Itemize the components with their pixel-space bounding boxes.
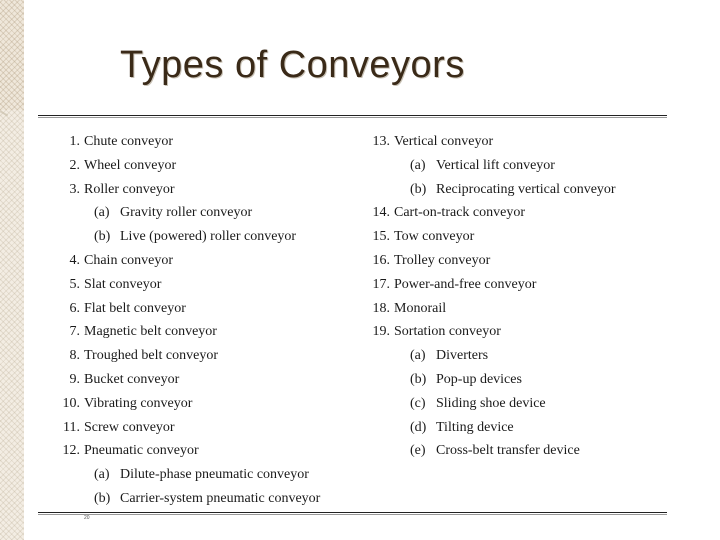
item-text: Tow conveyor (394, 229, 475, 245)
sub-list-item (360, 439, 616, 463)
item-number: 1. (69, 134, 80, 149)
item-text: Cart-on-track conveyor (394, 205, 525, 221)
item-text: Chain conveyor (84, 252, 174, 268)
list-item (360, 130, 616, 154)
list-item (50, 439, 320, 463)
sub-list-item (360, 178, 616, 202)
list-item (50, 178, 320, 202)
item-number: 11. (63, 419, 80, 435)
list-item (50, 344, 320, 368)
list-item (50, 297, 320, 321)
left-column-list (50, 130, 320, 511)
item-text: Trolley conveyor (394, 252, 491, 268)
sub-item-label: (a) (94, 467, 110, 483)
list-item (360, 320, 616, 344)
item-text: Reciprocating vertical conveyor (436, 181, 616, 197)
item-text: Vibrating conveyor (84, 395, 193, 411)
sub-item-label: (b) (94, 490, 111, 506)
item-number: 4. (69, 252, 80, 268)
item-number: 7. (69, 324, 80, 340)
item-text: Vertical lift conveyor (436, 157, 555, 173)
item-text: Live (powered) roller conveyor (120, 229, 297, 245)
bottom-rule-secondary (38, 514, 667, 515)
item-text: Monorail (394, 300, 447, 316)
sub-list-item (50, 201, 320, 225)
sub-item-label: (b) (94, 229, 111, 245)
item-number: 14. (372, 205, 390, 221)
item-text: Vertical conveyor (394, 134, 494, 149)
list-item (360, 249, 616, 273)
item-number: 9. (69, 371, 80, 387)
item-text: Troughed belt conveyor (84, 348, 219, 364)
list-item (50, 320, 320, 344)
list-item (50, 273, 320, 297)
item-text: Gravity roller conveyor (120, 205, 253, 221)
item-number: 8. (69, 348, 80, 364)
sub-list-item (50, 463, 320, 487)
item-number: 16. (372, 252, 390, 268)
item-number: 3. (69, 181, 80, 197)
item-text: Slat conveyor (84, 276, 162, 292)
item-number: 18. (372, 300, 390, 316)
item-text: Screw conveyor (84, 419, 175, 435)
item-text: Wheel conveyor (84, 157, 177, 173)
sub-list-item (360, 368, 616, 392)
sub-item-label: (d) (410, 419, 427, 435)
item-text: Bucket conveyor (84, 371, 180, 387)
item-text: Sliding shoe device (436, 395, 546, 411)
item-text: Flat belt conveyor (84, 300, 186, 316)
list-item (360, 273, 616, 297)
sub-item-label: (b) (410, 181, 427, 197)
item-text: Pneumatic conveyor (84, 443, 199, 459)
list-item (50, 392, 320, 416)
item-text: Cross-belt transfer device (436, 443, 580, 459)
list-item (50, 154, 320, 178)
sub-item-label: (a) (94, 205, 110, 221)
right-column-list (360, 130, 616, 463)
list-item (50, 368, 320, 392)
item-number: 6. (69, 300, 80, 316)
list-item (360, 225, 616, 249)
sub-list-item (50, 487, 320, 511)
sub-list-item (50, 225, 320, 249)
sub-list-item (360, 344, 616, 368)
page-number: 20 (84, 515, 90, 521)
item-text: Pop-up devices (436, 371, 522, 387)
item-text: Dilute-phase pneumatic conveyor (120, 467, 309, 483)
list-item (360, 297, 616, 321)
item-text: Carrier-system pneumatic conveyor (120, 490, 321, 506)
item-number: 13. (372, 134, 390, 149)
item-text: Diverters (436, 348, 489, 364)
list-item (50, 130, 320, 154)
item-number: 15. (372, 229, 390, 245)
sub-item-label: (a) (410, 348, 426, 364)
sub-item-label: (e) (410, 443, 426, 459)
item-number: 2. (69, 157, 80, 173)
bottom-rule (38, 512, 667, 513)
top-rule (38, 115, 667, 116)
sub-item-label: (b) (410, 371, 427, 387)
item-text: Tilting device (436, 419, 514, 435)
top-rule-secondary (38, 117, 667, 118)
sub-item-label: (c) (410, 395, 426, 411)
sub-item-label: (a) (410, 157, 426, 173)
page-title: Types of Conveyors (120, 44, 465, 86)
item-text: Roller conveyor (84, 181, 175, 197)
item-number: 19. (372, 324, 390, 340)
item-text: Magnetic belt conveyor (84, 324, 217, 340)
item-number: 12. (62, 443, 80, 459)
item-text: Sortation conveyor (394, 324, 501, 340)
list-item (50, 249, 320, 273)
sub-list-item (360, 416, 616, 440)
item-text: Chute conveyor (84, 134, 174, 149)
item-text: Power-and-free conveyor (394, 276, 537, 292)
item-number: 17. (372, 276, 390, 292)
sub-list-item (360, 154, 616, 178)
item-number: 5. (69, 276, 80, 292)
list-item (50, 416, 320, 440)
sub-list-item (360, 392, 616, 416)
item-number: 10. (62, 395, 80, 411)
list-item (360, 201, 616, 225)
